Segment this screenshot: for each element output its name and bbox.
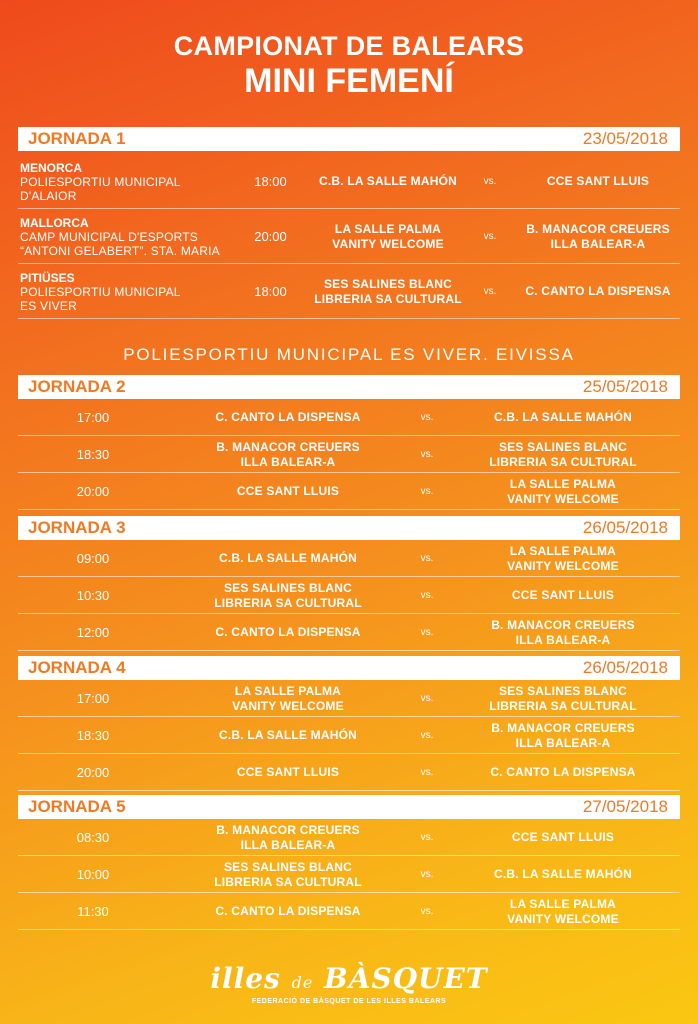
home-team — [193, 718, 383, 753]
vs-label: vs. — [483, 176, 497, 187]
match-time: 18:00 — [254, 284, 287, 299]
away-team-line1: CCE SANT LLUIS — [511, 588, 615, 602]
jornada-date: 25/05/2018 — [582, 377, 668, 396]
jornada-label: JORNADA 3 — [28, 518, 126, 537]
jornada-date: 26/05/2018 — [582, 658, 668, 677]
home-team-line1: CCE SANT LLUIS — [236, 484, 340, 498]
home-team-line1: CCE SANT LLUIS — [236, 765, 340, 779]
illes-de-basquet-logo — [0, 962, 698, 995]
vs-label: vs. — [420, 693, 434, 704]
home-team-line2: LIBRERIA SA CULTURAL — [314, 291, 462, 306]
vs-label: vs. — [420, 449, 434, 460]
away-team — [513, 155, 683, 208]
home-team-line2: ILLA BALEAR-A — [240, 454, 336, 469]
home-team-line2: VANITY WELCOME — [232, 698, 344, 713]
home-team-line1: LA SALLE PALMA — [234, 683, 342, 698]
home-team — [193, 755, 383, 790]
home-team — [193, 894, 383, 929]
match-time: 20:00 — [76, 765, 110, 780]
home-team-line1: SES SALINES BLANC — [223, 580, 353, 595]
vs-label: vs. — [420, 412, 434, 423]
venue-line: “ANTONI GELABERT”. STA. MARIA — [20, 243, 220, 258]
away-team — [473, 474, 653, 509]
away-team-line2: VANITY WELCOME — [507, 558, 619, 573]
match-row — [18, 615, 680, 651]
vs-label: vs. — [420, 869, 434, 880]
home-team-line1: B. MANACOR CREUERS — [216, 822, 360, 837]
home-team-line1: C.B. LA SALLE MAHÓN — [318, 174, 457, 188]
away-team-line1: B. MANACOR CREUERS — [491, 720, 635, 735]
jornada-date: 26/05/2018 — [582, 518, 668, 537]
match-time: 18:30 — [76, 447, 110, 462]
match-row — [18, 681, 680, 717]
home-team — [298, 155, 478, 208]
match-row — [18, 541, 680, 577]
home-team — [193, 615, 383, 650]
away-team — [473, 820, 653, 855]
federation-name: FEDERACIÓ DE BÀSQUET DE LES ILLES BALEARS — [251, 998, 447, 1005]
home-team-line1: B. MANACOR CREUERS — [216, 439, 360, 454]
match-row — [18, 718, 680, 754]
home-team — [193, 820, 383, 855]
away-team — [473, 400, 653, 435]
away-team — [473, 857, 653, 892]
match-row — [18, 474, 680, 510]
away-team — [473, 755, 653, 790]
away-team — [473, 578, 653, 613]
vs-label: vs. — [420, 906, 434, 917]
match-time: 11:30 — [77, 904, 109, 919]
jornada-3-header — [18, 516, 680, 540]
home-team — [193, 681, 383, 716]
logo-word-basquet: BÀSQUET — [324, 962, 488, 995]
vs-label: vs. — [420, 590, 434, 601]
title-line1: CAMPIONAT DE BALEARS — [173, 31, 525, 61]
match-time: 09:00 — [76, 551, 110, 566]
jornada-label: JORNADA 2 — [28, 377, 126, 396]
match-row — [18, 155, 680, 209]
venue-line: POLIESPORTIU MUNICIPAL — [20, 174, 181, 189]
match-time: 10:30 — [76, 588, 110, 603]
away-team-line1: LA SALLE PALMA — [509, 896, 617, 911]
vs-label: vs. — [483, 286, 497, 297]
home-team — [193, 541, 383, 576]
home-team-line1: C.B. LA SALLE MAHÓN — [218, 728, 357, 742]
logo-word-illes: illes — [210, 962, 281, 995]
venue-line: D'ALAIOR — [20, 188, 77, 203]
away-team-line2: ILLA BALEAR-A — [515, 735, 611, 750]
jornada-5-header — [18, 795, 680, 819]
away-team-line1: CCE SANT LLUIS — [511, 830, 615, 844]
home-team-line2: ILLA BALEAR-A — [240, 837, 336, 852]
match-row — [18, 894, 680, 930]
home-team-line2: LIBRERIA SA CULTURAL — [214, 874, 362, 889]
match-time: 10:00 — [76, 867, 110, 882]
away-team — [473, 615, 653, 650]
away-team-line2: ILLA BALEAR-A — [550, 236, 646, 251]
away-team-line1: SES SALINES BLANC — [498, 683, 628, 698]
away-team-line1: B. MANACOR CREUERS — [491, 617, 635, 632]
away-team-line2: ILLA BALEAR-A — [515, 632, 611, 647]
vs-label: vs. — [420, 627, 434, 638]
home-team-line1: C. CANTO LA DISPENSA — [215, 625, 361, 639]
match-time: 12:00 — [76, 625, 110, 640]
away-team-line1: C. CANTO LA DISPENSA — [525, 284, 671, 298]
home-team-line1: SES SALINES BLANC — [223, 859, 353, 874]
away-team — [473, 437, 653, 472]
venue — [20, 210, 220, 263]
away-team-line1: CCE SANT LLUIS — [546, 174, 650, 188]
away-team — [513, 265, 683, 318]
away-team-line1: SES SALINES BLANC — [498, 439, 628, 454]
home-team-line1: C. CANTO LA DISPENSA — [215, 904, 361, 918]
match-time: 18:00 — [254, 174, 287, 189]
away-team-line2: VANITY WELCOME — [507, 911, 619, 926]
home-team — [193, 474, 383, 509]
match-row — [18, 437, 680, 473]
vs-label: vs. — [420, 486, 434, 497]
jornada-1-header — [18, 127, 680, 151]
match-time: 20:00 — [76, 484, 110, 499]
match-row — [18, 578, 680, 614]
match-time: 08:30 — [76, 830, 110, 845]
footer-logo — [0, 962, 698, 1005]
island-name: PITIÜSES — [20, 270, 75, 285]
vs-label: vs. — [420, 553, 434, 564]
island-name: MALLORCA — [20, 215, 89, 230]
venue-subtitle: POLIESPORTIU MUNICIPAL ES VIVER. EIVISSA — [123, 345, 575, 364]
home-team — [193, 578, 383, 613]
jornada-date: 23/05/2018 — [582, 129, 668, 148]
venue — [20, 155, 181, 208]
vs-label: vs. — [420, 730, 434, 741]
match-time: 18:30 — [76, 728, 110, 743]
match-time: 17:00 — [76, 691, 110, 706]
away-team-line1: LA SALLE PALMA — [509, 476, 617, 491]
home-team — [298, 265, 478, 318]
home-team-line1: LA SALLE PALMA — [334, 221, 442, 236]
venue — [20, 265, 181, 318]
title-line2: MINI FEMENÍ — [244, 62, 454, 100]
away-team — [473, 681, 653, 716]
away-team-line2: VANITY WELCOME — [507, 491, 619, 506]
match-row — [18, 755, 680, 791]
vs-label: vs. — [420, 767, 434, 778]
match-row — [18, 857, 680, 893]
match-row — [18, 210, 680, 264]
home-team — [193, 857, 383, 892]
match-row — [18, 265, 680, 319]
away-team — [513, 210, 683, 263]
home-team-line2: LIBRERIA SA CULTURAL — [214, 595, 362, 610]
away-team-line1: C.B. LA SALLE MAHÓN — [493, 867, 632, 881]
match-row — [18, 820, 680, 856]
logo-word-de: de — [291, 973, 314, 992]
home-team-line1: C.B. LA SALLE MAHÓN — [218, 551, 357, 565]
jornada-label: JORNADA 4 — [28, 658, 126, 677]
home-team-line1: C. CANTO LA DISPENSA — [215, 410, 361, 424]
vs-label: vs. — [483, 231, 497, 242]
home-team — [298, 210, 478, 263]
island-name: MENORCA — [20, 160, 82, 175]
match-row — [18, 400, 680, 436]
away-team-line1: C. CANTO LA DISPENSA — [490, 765, 636, 779]
jornada-label: JORNADA 5 — [28, 797, 126, 816]
home-team — [193, 437, 383, 472]
away-team-line1: B. MANACOR CREUERS — [526, 221, 670, 236]
venue-line: POLIESPORTIU MUNICIPAL — [20, 284, 181, 299]
home-team-line2: VANITY WELCOME — [332, 236, 444, 251]
match-time: 17:00 — [76, 410, 110, 425]
jornada-label: JORNADA 1 — [28, 129, 126, 148]
away-team — [473, 718, 653, 753]
jornada-2-header — [18, 375, 680, 399]
away-team-line2: LIBRERIA SA CULTURAL — [489, 698, 637, 713]
venue-line: CAMP MUNICIPAL D'ESPORTS — [20, 229, 199, 244]
venue-line: ES VIVER — [20, 298, 77, 313]
home-team-line1: SES SALINES BLANC — [323, 276, 453, 291]
jornada-date: 27/05/2018 — [582, 797, 668, 816]
away-team — [473, 894, 653, 929]
match-time: 20:00 — [254, 229, 287, 244]
home-team — [193, 400, 383, 435]
away-team-line1: LA SALLE PALMA — [509, 543, 617, 558]
vs-label: vs. — [420, 832, 434, 843]
jornada-4-header — [18, 656, 680, 680]
poster-title — [0, 30, 698, 100]
away-team — [473, 541, 653, 576]
away-team-line2: LIBRERIA SA CULTURAL — [489, 454, 637, 469]
away-team-line1: C.B. LA SALLE MAHÓN — [493, 410, 632, 424]
